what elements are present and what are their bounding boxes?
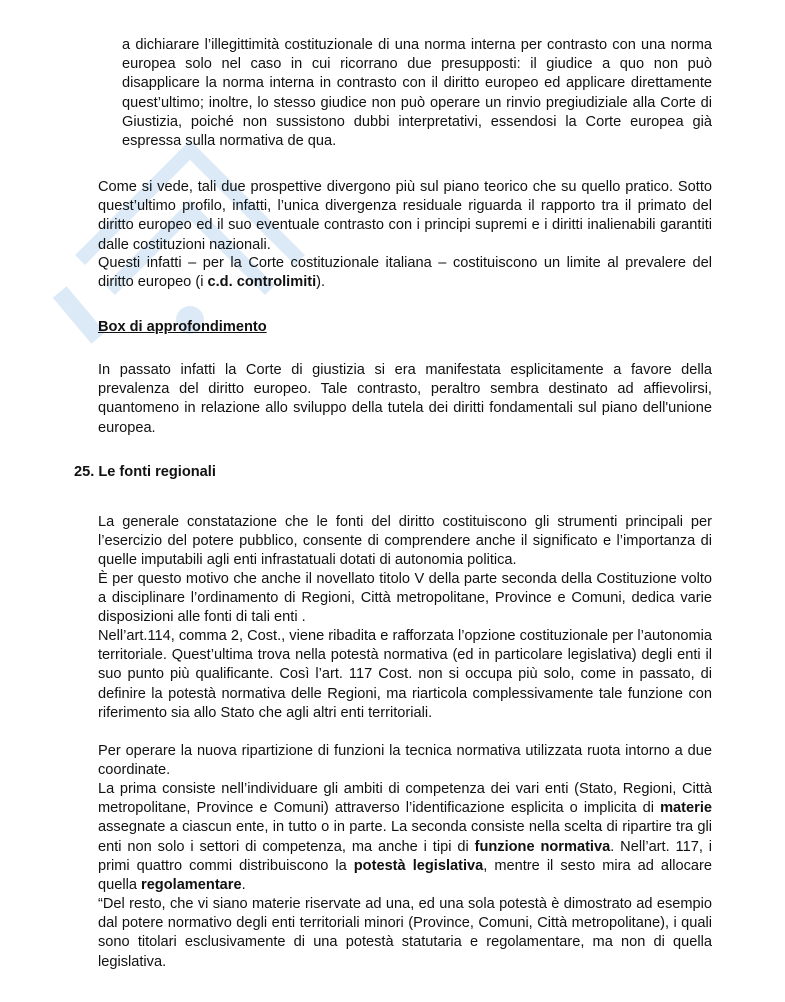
paragraph-10: “Del resto, che vi siano materie riservate ad una, ed una sola potestà è dimostrato ad esempio dal potere normativo degli enti territoriali minori (Province, Comuni, Città metropolitane), i quali sono titolari esclusivamente di una potestà statutaria e regolamentare, ma non di quella legislativa.	[98, 896, 712, 970]
paragraph-2: Come si vede, tali due prospettive divergono più sul piano teorico che su quello pratico. Sotto quest’ultimo profilo, infatti, l’unica divergenza residuale riguarda il rapporto tra il primato del diritto europeo ed il suo eventuale contrasto con i principi supremi e i diritti inalienabili garantiti dalle costituzioni nazionali.	[98, 179, 712, 253]
controlimiti-term: c.d. controlimiti	[207, 274, 317, 291]
section-title: 25. Le fonti regionali	[74, 464, 216, 480]
paragraph-3-text: Questi infatti – per la Corte costituzionale italiana – costituiscono un limite al prevalere del diritto europeo (i	[98, 255, 712, 291]
paragraph-9	[98, 780, 712, 895]
paragraph-7: Nell’art.114, comma 2, Cost., viene ribadita e rafforzata l’opzione costituzionale per l’autonomia territoriale. Quest’ultima trova nella potestà normativa (ed in particolare legislativa) degli enti il suo punto più qualificante. Così l’art. 117 Cost. non si occupa più solo, come in passato, di definire la potestà normativa delle Regioni, ma riarticola complessivamente tale funzione con riferimento sia allo Stato che agli altri enti territoriali.	[98, 628, 712, 721]
paragraph-3-end: ).	[316, 274, 326, 291]
paragraph-4: In passato infatti la Corte di giustizia si era manifestata esplicitamente a favore della prevalenza del diritto europeo. Tale contrasto, peraltro sembra destinato ad affievolirsi, quantomeno in relazione allo sviluppo della tutela dei diritti fondamentali sul piano dell'unione europea.	[98, 362, 712, 436]
paragraph-1: a dichiarare l’illegittimità costituzionale di una norma interna per contrasto con una norma europea solo nel caso in cui ricorrano due presupposti: il giudice a quo non può disapplicare la norma interna in contrasto con il diritto europeo ed applicare direttamente quest’ultimo; inoltre, lo stesso giudice non può operare un rinvio pregiudiziale alla Corte di Giustizia, poiché non sussistono dubbi interpretativi, essendosi la Corte europea già espressa sulla normativa de qua.	[122, 37, 712, 150]
box-title: Box di approfondimento	[98, 319, 267, 335]
paragraph-5: La generale constatazione che le fonti del diritto costituiscono gli strumenti principali per l’esercizio del potere pubblico, consente di comprendere anche il significato e l’importanza di quelle imputabili agli enti infrastatuali dotati di autonomia politica.	[98, 514, 712, 569]
materie-term: materie	[660, 800, 712, 817]
paragraph-9-text-b: assegnate a ciascun ente, in tutto o in parte. La seconda consiste nella scelta di ripartire tra gli enti non solo i settori di competenza, ma anche i tipi di	[98, 819, 712, 855]
funzione-normativa-term: funzione normativa	[474, 838, 611, 855]
regolamentare-term: regolamentare	[141, 877, 242, 894]
paragraph-9-text-c: . Nell’art. 117, i primi quattro commi distribuiscono la	[98, 838, 713, 874]
paragraph-9-text-a: La prima consiste nell’individuare gli ambiti di competenza dei vari enti (Stato, Regioni, Città metropolitane, Province e Comuni) attraverso l’identificazione esplicita o implicita di	[98, 781, 712, 817]
paragraph-3	[98, 254, 712, 292]
paragraph-9-text-d: , mentre il sesto mira ad allocare quella	[98, 857, 713, 894]
potesta-legislativa-term: potestà legislativa	[353, 857, 484, 874]
paragraph-6: È per questo motivo che anche il novellato titolo V della parte seconda della Costituzione volto a disciplinare l’ordinamento di Regioni, Città metropolitane, Province e Comuni, dedica varie disposizioni alle fonti di tali enti .	[98, 571, 712, 626]
paragraph-8: Per operare la nuova ripartizione di funzioni la tecnica normativa utilizzata ruota intorno a due coordinate.	[98, 743, 712, 779]
paragraph-9-text-e: .	[241, 877, 246, 894]
